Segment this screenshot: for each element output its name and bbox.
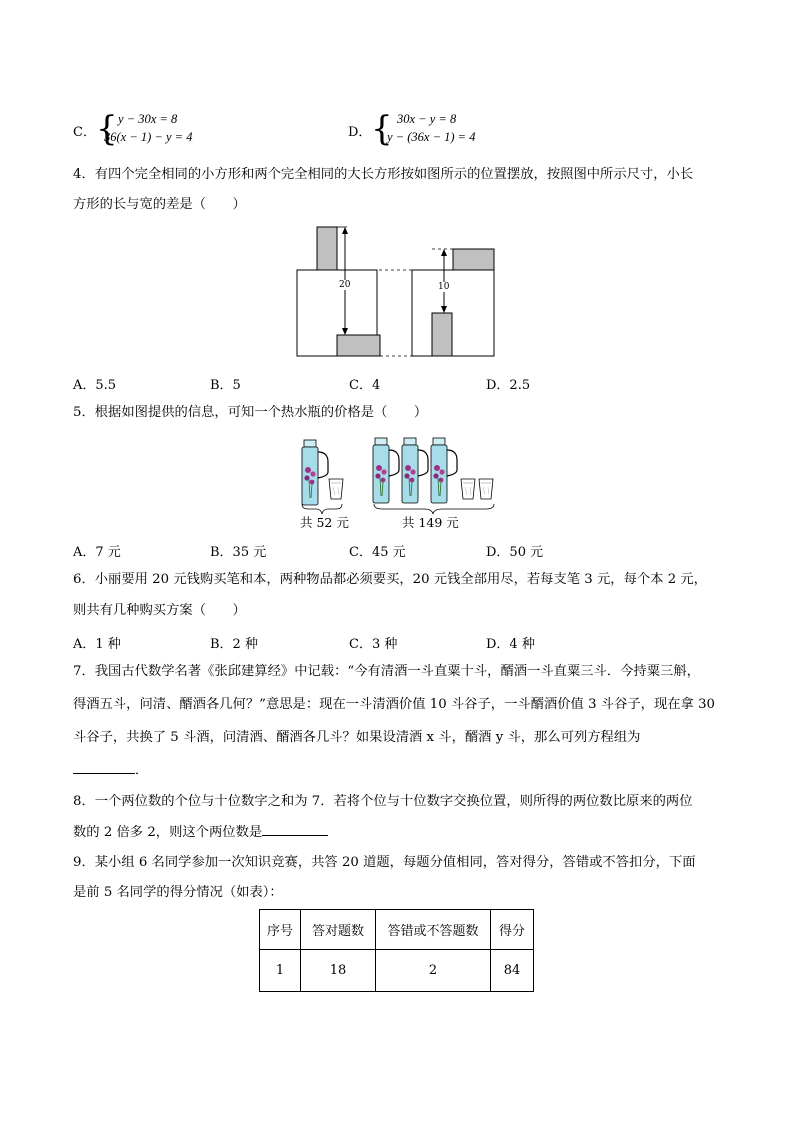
q3-option-d[interactable] [348, 109, 548, 150]
q9-text-line-1: 9．某小组 6 名同学参加一次知识竞赛，共答 20 道题，每题分值相同，答对得分，答错或不答扣分，下面 [73, 855, 696, 870]
header-cell: 序号 [260, 910, 301, 950]
q5-figure [296, 434, 506, 516]
small-rectangle-top-left [317, 227, 337, 270]
dimension-label-20: 20 [339, 280, 351, 290]
small-rectangle-bottom-right [432, 313, 452, 356]
equation-2: 36(x − 1) − y = 4 [104, 130, 193, 144]
small-rectangle-top-right [453, 249, 494, 270]
header-cell: 得分 [491, 910, 534, 950]
small-rectangle-bottom-left [337, 335, 380, 356]
q5-option-c[interactable]: C．45 元 [349, 545, 406, 560]
thermos-icon [402, 438, 428, 503]
header-cell: 答对题数 [301, 910, 376, 950]
q6-text-line-1: 6．小丽要用 20 元钱购买笔和本，两种物品都必须要买，20 元钱全部用尽，若每支笔 3 元，每个本 2 元， [73, 572, 707, 587]
q7-answer-blank[interactable] [73, 759, 135, 774]
thermos-icon [373, 438, 399, 503]
large-rectangle-right [412, 270, 494, 356]
cup-icon [479, 479, 493, 499]
q7-text-line-3: 斗谷子，共换了 5 斗酒，问清酒、醑酒各几斗？如果设清酒 x 斗，醑酒 y 斗，那么可列方程组为 [73, 730, 641, 745]
q4-option-c[interactable]: C．4 [349, 378, 381, 393]
cup-icon [461, 479, 475, 499]
equation-1: y − 30x = 8 [118, 112, 178, 126]
q5-option-b[interactable]: B．35 元 [210, 545, 267, 560]
table-cell: 2 [376, 950, 491, 992]
q5-option-a[interactable]: A．7 元 [73, 545, 121, 560]
cup-icon [329, 479, 343, 499]
q5-label-right: 共 149 元 [402, 515, 459, 530]
q7-period: ． [135, 763, 149, 778]
score-table [259, 909, 534, 992]
q6-option-a[interactable]: A．1 种 [73, 637, 121, 652]
equation-2: y − (36x − 1) = 4 [387, 130, 476, 144]
q6-option-d[interactable]: D．4 种 [486, 637, 535, 652]
equation-1: 30x − y = 8 [397, 112, 457, 126]
q4-option-d[interactable]: D．2.5 [486, 378, 531, 393]
q5-text-line-1: 5．根据如图提供的信息，可知一个热水瓶的价格是（ ） [73, 405, 428, 420]
q5-option-d[interactable]: D．50 元 [486, 545, 544, 560]
q8-answer-blank[interactable] [262, 822, 328, 836]
q4-text-line-1: 4．有四个完全相同的小方形和两个完全相同的大长方形按如图所示的位置摆放，按照图中所示尺寸，小长 [73, 167, 694, 182]
q4-option-a[interactable]: A．5.5 [73, 378, 117, 393]
thermos-icon [431, 438, 457, 503]
table-header-row [260, 910, 534, 950]
dimension-label-10: 10 [438, 282, 450, 292]
q4-figure [292, 224, 498, 358]
thermos-icon [302, 440, 328, 505]
table-row [260, 950, 534, 992]
q3-option-c[interactable] [73, 109, 273, 150]
left-brace: { [96, 109, 118, 149]
option-letter: D． [348, 125, 372, 140]
q5-label-left: 共 52 元 [300, 515, 349, 530]
header-cell: 答错或不答题数 [376, 910, 491, 950]
q6-option-b[interactable]: B．2 种 [210, 637, 258, 652]
table-cell: 84 [491, 950, 534, 992]
q8-text-line-1: 8．一个两位数的个位与十位数字之和为 7．若将个位与十位数字交换位置，则所得的两位数比原来的两位 [73, 794, 693, 809]
option-letter: C． [73, 125, 96, 140]
left-brace: { [371, 109, 393, 149]
table-cell: 1 [260, 950, 301, 992]
q4-option-b[interactable]: B．5 [210, 378, 241, 393]
q7-text-line-1: 7．我国古代数学名著《张邱建算经》中记载：“今有清酒一斗直粟十斗，醑酒一斗直粟三斗．今持粟三斛， [73, 664, 700, 679]
table-cell: 18 [301, 950, 376, 992]
q6-text-line-2: 则共有几种购买方案（ ） [73, 603, 246, 618]
q6-option-c[interactable]: C．3 种 [349, 637, 398, 652]
q7-text-line-2: 得酒五斗，问清、醑酒各几何？”意思是：现在一斗清酒价值 10 斗谷子，一斗醑酒价值 3 斗谷子，现在拿 30 [73, 697, 715, 712]
q4-text-line-2: 方形的长与宽的差是（ ） [73, 197, 246, 212]
q9-text-line-2: 是前 5 名同学的得分情况（如表）： [73, 885, 283, 900]
q8-text: 数的 2 倍多 2，则这个两位数是 [73, 825, 263, 840]
q8-text-line-2 [73, 822, 328, 842]
